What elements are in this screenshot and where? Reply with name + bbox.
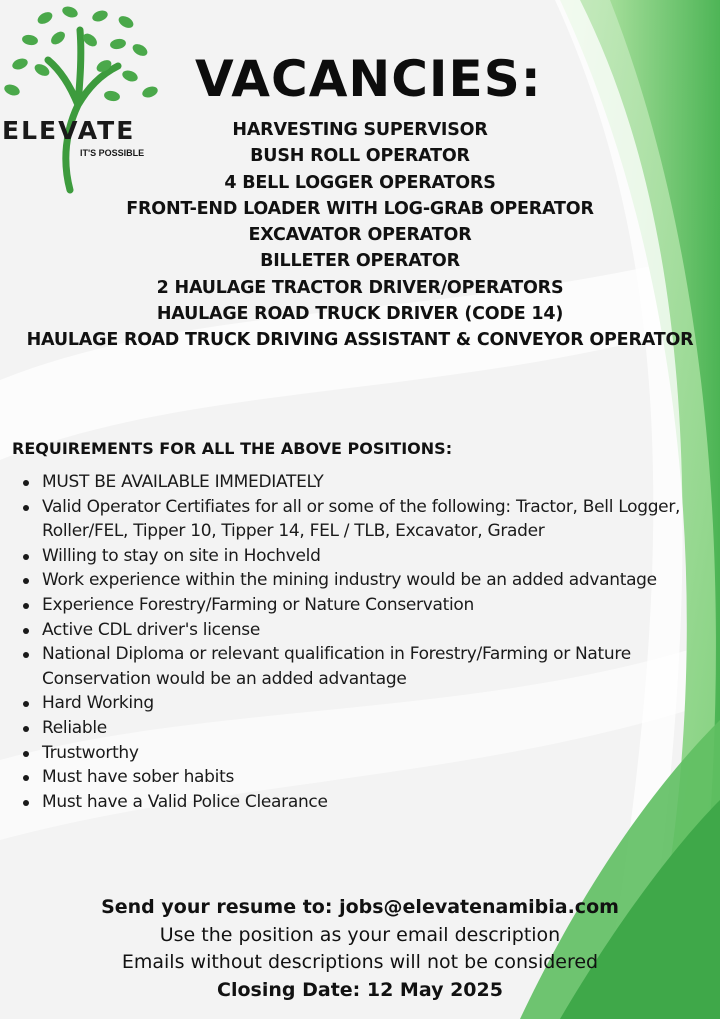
position-item: HARVESTING SUPERVISOR xyxy=(232,120,488,140)
requirement-item: Active CDL driver's license xyxy=(20,618,700,643)
warning-line: Emails without descriptions will not be considered xyxy=(121,951,599,973)
position-item: 4 BELL LOGGER OPERATORS xyxy=(224,172,496,193)
position-item: 2 HAULAGE TRACTOR DRIVER/OPERATORS xyxy=(156,277,564,298)
position-item: HAULAGE ROAD TRUCK DRIVING ASSISTANT & CONVEYOR OPERATOR xyxy=(26,330,694,351)
positions-list xyxy=(0,117,720,354)
requirement-item: Reliable xyxy=(20,716,700,741)
instruction-line: Use the position as your email description xyxy=(159,923,561,946)
bullet-icon xyxy=(23,578,29,584)
requirement-item: Must have a Valid Police Clearance xyxy=(20,790,700,815)
position-item: BILLETER OPERATOR xyxy=(260,251,460,272)
requirement-item: National Diploma or relevant qualification in Forestry/Farming or Nature Conservation would be an added advantage xyxy=(20,642,700,691)
requirement-item: Trustworthy xyxy=(20,741,700,766)
position-item: FRONT-END LOADER WITH LOG-GRAB OPERATOR xyxy=(126,198,594,219)
requirements-heading: REQUIREMENTS FOR ALL THE ABOVE POSITIONS: xyxy=(12,439,453,458)
page-title: VACANCIES: xyxy=(195,50,542,108)
bullet-icon xyxy=(23,701,29,707)
requirement-item: MUST BE AVAILABLE IMMEDIATELY xyxy=(20,470,700,495)
bullet-icon xyxy=(23,628,29,634)
bullet-icon xyxy=(23,800,29,806)
logo-tagline: IT'S POSSIBLE xyxy=(80,148,145,158)
bullet-icon xyxy=(23,775,29,781)
bullet-icon xyxy=(23,505,29,511)
send-resume-line: Send your resume to: jobs@elevatenamibia.com xyxy=(101,896,619,918)
position-item: HAULAGE ROAD TRUCK DRIVER (CODE 14) xyxy=(156,304,564,325)
requirements-list xyxy=(20,470,700,814)
logo-brand: ELEVATE xyxy=(2,116,136,145)
bullet-icon xyxy=(23,751,29,757)
position-item: BUSH ROLL OPERATOR xyxy=(250,146,470,167)
bullet-icon xyxy=(23,652,29,658)
requirement-item: Experience Forestry/Farming or Nature Conservation xyxy=(20,593,700,618)
requirement-item: Work experience within the mining industry would be an added advantage xyxy=(20,568,700,593)
bullet-icon xyxy=(23,603,29,609)
requirement-item: Hard Working xyxy=(20,691,700,716)
requirement-item: Willing to stay on site in Hochveld xyxy=(20,544,700,569)
position-item: EXCAVATOR OPERATOR xyxy=(248,225,472,246)
bullet-icon xyxy=(23,480,29,486)
bullet-icon xyxy=(23,554,29,560)
requirement-item: Valid Operator Certifiates for all or some of the following: Tractor, Bell Logger, Roller/FEL, Tipper 10, Tipper 14, FEL / TLB, Excavator, Grader xyxy=(20,495,700,544)
footer xyxy=(0,894,720,1004)
closing-date: Closing Date: 12 May 2025 xyxy=(217,978,503,1001)
bullet-icon xyxy=(23,726,29,732)
requirement-item: Must have sober habits xyxy=(20,765,700,790)
